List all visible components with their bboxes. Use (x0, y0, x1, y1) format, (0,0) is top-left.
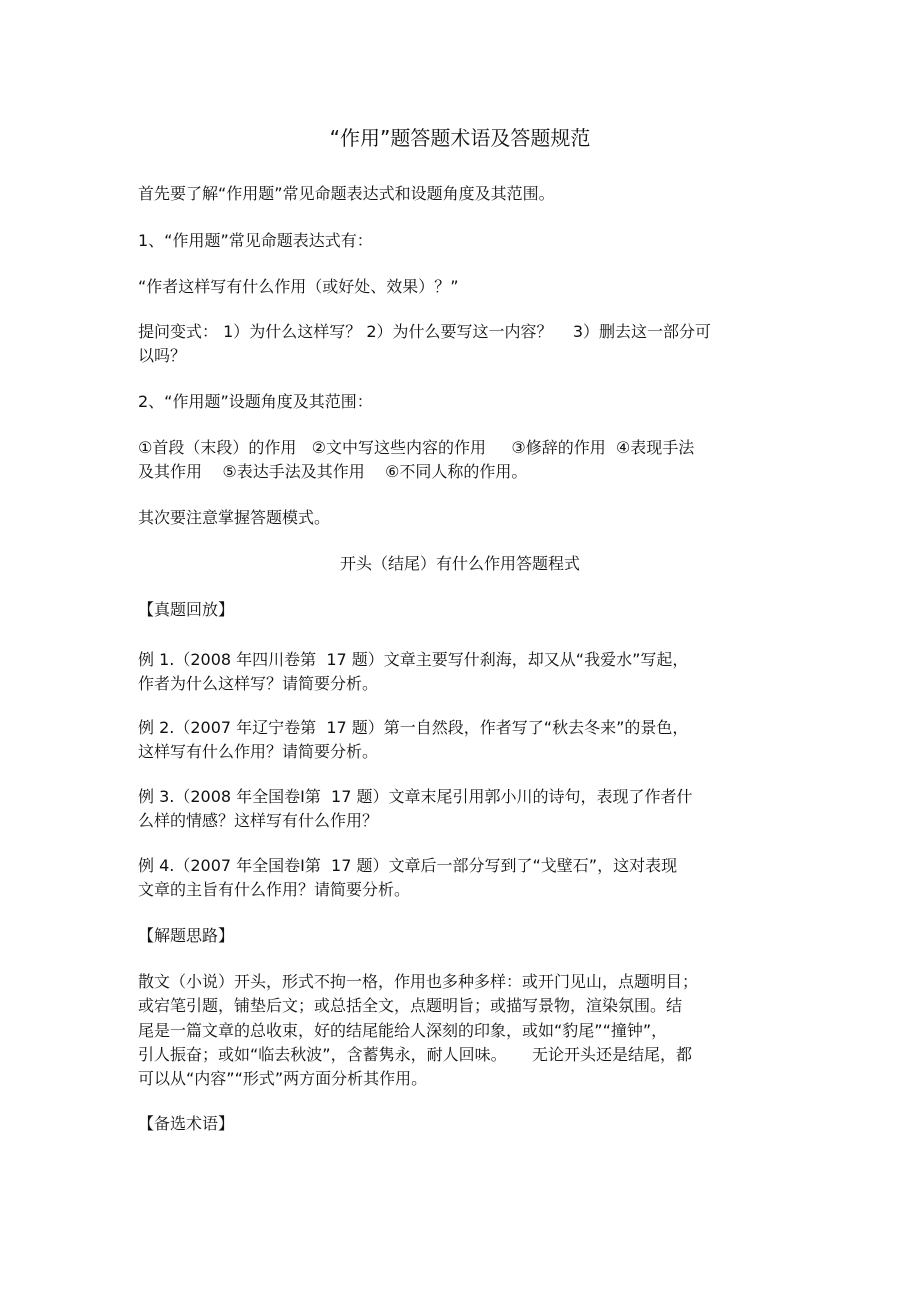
intro-paragraph: 首先要了解“作用题”常见命题表达式和设题角度及其范围。 (138, 184, 555, 203)
section-2-items: ①首段（末段）的作用 ②文中写这些内容的作用 ③修辞的作用 ④表现手法 (138, 438, 695, 457)
variants-line: 提问变式： 1）为什么这样写？ 2）为什么要写这一内容？ 3）删去这一部分可 (138, 322, 712, 341)
document-title: “作用”题答题术语及答题规范 (329, 126, 591, 150)
example-line: 么样的情感？这样写有什么作用？ (138, 811, 379, 830)
approach-heading: 【解题思路】 (138, 926, 235, 945)
approach-line: 尾是一篇文章的总收束，好的结尾能给人深刻的印象，或如“豹尾”“撞钟”， (138, 1021, 668, 1040)
example-line: 例 2.（2007 年辽宁卷第 17 题）第一自然段，作者写了“秋去冬来”的景色， (138, 718, 689, 737)
subtitle: 开头（结尾）有什么作用答题程式 (339, 554, 580, 573)
approach-line: 可以从“内容”“形式”两方面分析其作用。 (138, 1069, 428, 1088)
section-2-heading: 2、“作用题”设题角度及其范围： (138, 392, 373, 411)
approach-line: 散文（小说）开头，形式不拘一格，作用也多种多样：或开门见山，点题明目； (138, 972, 699, 991)
next-paragraph: 其次要注意掌握答题模式。 (138, 508, 331, 527)
section-1-heading: 1、“作用题”常见命题表达式有： (138, 231, 373, 250)
example-line: 这样写有什么作用？请简要分析。 (138, 742, 379, 761)
example-line: 例 3.（2008 年全国卷Ⅰ第 17 题）文章末尾引用郭小川的诗句，表现了作者什 (138, 787, 693, 806)
example-line: 文章的主旨有什么作用？请简要分析。 (138, 880, 411, 899)
approach-line: 或宕笔引题，铺垫后文；或总括全文，点题明旨；或描写景物，渲染氛围。结 (138, 996, 683, 1015)
variants-line: 以吗？ (138, 346, 187, 365)
real-exam-heading: 【真题回放】 (138, 600, 235, 619)
example-line: 例 1.（2008 年四川卷第 17 题）文章主要写什刹海，却又从“我爱水”写起， (138, 650, 689, 669)
section-1-question: “作者这样写有什么作用（或好处、效果）？” (138, 277, 459, 296)
section-2-items: 及其作用 ⑤表达手法及其作用 ⑥不同人称的作用。 (138, 462, 528, 481)
terms-heading: 【备选术语】 (138, 1114, 235, 1133)
example-line: 例 4.（2007 年全国卷Ⅰ第 17 题）文章后一部分写到了“戈壁石”，这对表现 (138, 856, 678, 875)
example-line: 作者为什么这样写？请简要分析。 (138, 674, 379, 693)
approach-line: 引人振奋；或如“临去秋波”，含蓄隽永，耐人回味。 无论开头还是结尾，都 (138, 1045, 693, 1064)
